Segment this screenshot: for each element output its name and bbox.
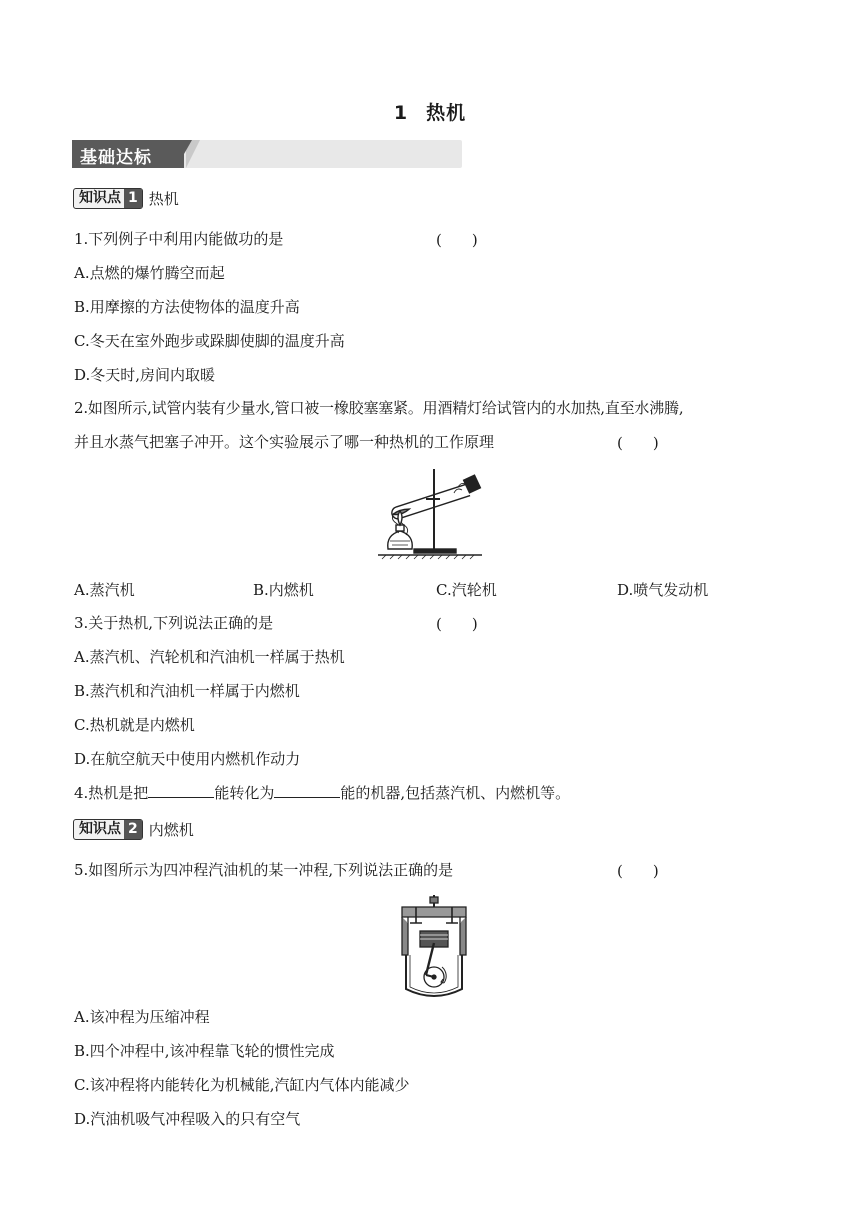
q1-stem: 1.下列例子中利用内能做功的是	[74, 230, 284, 248]
q2-option-b: B.内燃机	[253, 581, 314, 599]
kp-number: 2	[124, 820, 142, 839]
q2-answer-paren: ( )	[617, 434, 659, 452]
q5-option-d: D.汽油机吸气冲程吸入的只有空气	[74, 1110, 301, 1128]
section-number: 1	[393, 102, 409, 124]
kp-name: 热机	[148, 190, 179, 208]
q3-option-d: D.在航空航天中使用内燃机作动力	[74, 750, 301, 768]
knowledge-point-1	[73, 188, 179, 210]
q2-option-c: C.汽轮机	[436, 581, 497, 599]
section-banner	[72, 140, 462, 168]
q4-text-2: 能转化为	[214, 784, 275, 802]
kp-number: 1	[124, 189, 142, 208]
q2-stem-line2: 并且水蒸气把塞子冲开。这个实验展示了哪一种热机的工作原理	[74, 433, 495, 451]
section-title: 热机	[426, 102, 467, 124]
q2-stem-line1: 2.如图所示,试管内装有少量水,管口被一橡胶塞塞紧。用酒精灯给试管内的水加热,直至水沸腾,	[74, 399, 684, 417]
q1-option-d: D.冬天时,房间内取暖	[74, 366, 216, 384]
q3-option-b: B.蒸汽机和汽油机一样属于内燃机	[74, 682, 300, 700]
q5-option-a: A.该冲程为压缩冲程	[74, 1008, 210, 1026]
q2-option-d: D.喷气发动机	[617, 581, 709, 599]
kp-name: 内燃机	[148, 821, 194, 839]
q4-text-1: 4.热机是把	[74, 784, 149, 802]
q3-stem: 3.关于热机,下列说法正确的是	[74, 614, 274, 632]
q4-text-3: 能的机器,包括蒸汽机、内燃机等。	[340, 784, 571, 802]
q1-answer-paren: ( )	[436, 231, 478, 249]
q5-answer-paren: ( )	[617, 862, 659, 880]
knowledge-point-2	[73, 819, 194, 841]
q1-option-c: C.冬天在室外跑步或跺脚使脚的温度升高	[74, 332, 345, 350]
q5-stem: 5.如图所示为四冲程汽油机的某一冲程,下列说法正确的是	[74, 861, 454, 879]
q1-option-b: B.用摩擦的方法使物体的温度升高	[74, 298, 300, 316]
test-tube-apparatus-figure	[374, 463, 486, 563]
kp-label: 知识点	[79, 821, 121, 837]
engine-stroke-figure	[394, 893, 474, 1001]
q3-option-c: C.热机就是内燃机	[74, 716, 195, 734]
q4-blank-2[interactable]	[274, 783, 340, 798]
q1-option-a: A.点燃的爆竹腾空而起	[74, 264, 225, 282]
q4-line	[74, 783, 570, 803]
q3-option-a: A.蒸汽机、汽轮机和汽油机一样属于热机	[74, 648, 345, 666]
page-title	[0, 98, 860, 125]
q2-option-a: A.蒸汽机	[74, 581, 135, 599]
banner-text: 基础达标	[80, 148, 152, 168]
kp-label: 知识点	[79, 190, 121, 206]
q3-answer-paren: ( )	[436, 615, 478, 633]
q5-option-b: B.四个冲程中,该冲程靠飞轮的惯性完成	[74, 1042, 335, 1060]
q4-blank-1[interactable]	[148, 783, 214, 798]
q5-option-c: C.该冲程将内能转化为机械能,汽缸内气体内能减少	[74, 1076, 410, 1094]
